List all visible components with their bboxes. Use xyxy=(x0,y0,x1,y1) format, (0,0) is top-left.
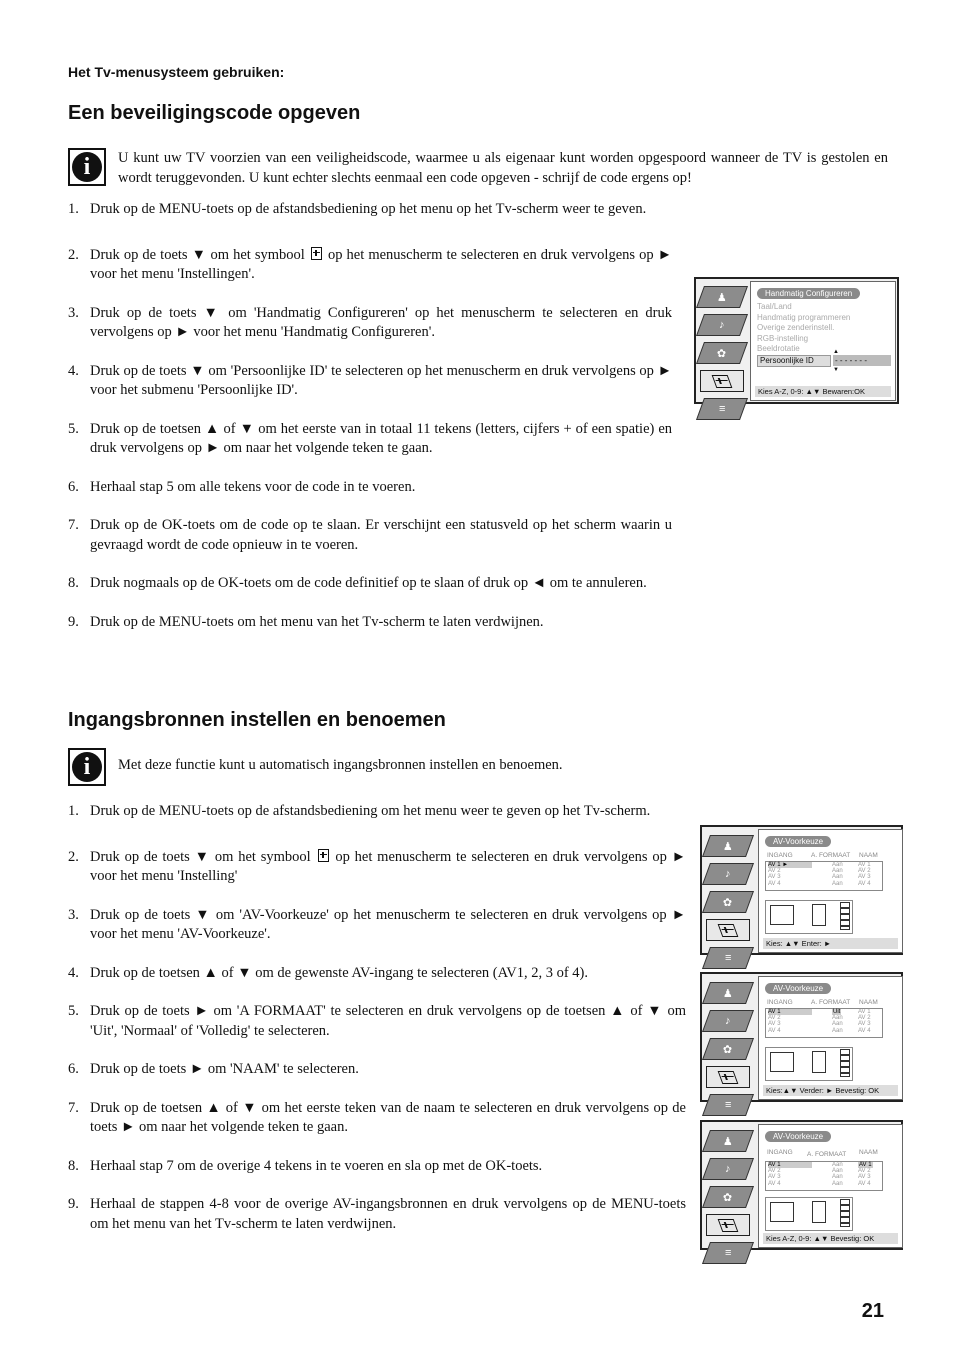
menu-header: AV-Voorkeuze xyxy=(765,1131,831,1142)
tab-sound-icon: ♪ xyxy=(702,1010,754,1032)
tab-sound-icon: ♪ xyxy=(702,1158,754,1180)
col-naam: NAAM xyxy=(859,852,878,859)
step-item: 7. Druk op de OK-toets om de code op te slaan. Er verschijnt een statusveld op het scherm waarin u gevraagd wordt de code opnieuw in te voeren. xyxy=(68,517,672,553)
table-row: AV 1 Aan AV 1 xyxy=(768,1162,872,1168)
tv-menu-screen-av-3 xyxy=(700,1120,903,1259)
table-row: AV 4 Aan AV 4 xyxy=(768,1180,871,1187)
arrow-up-icon: ▲ xyxy=(833,348,839,355)
step-item: 8. Druk nogmaals op de OK-toets om de code definitief op te slaan of druk op ◄ om te annuleren. xyxy=(68,575,647,591)
tab-features-icon: ✿ xyxy=(702,891,754,913)
step-item: 8. Herhaal stap 7 om de overige 4 tekens in te voeren en sla op met de OK-toets. xyxy=(68,1157,543,1174)
menu-item: Handmatig programmeren xyxy=(757,312,851,322)
tab-teletext-icon: ≡ xyxy=(702,947,754,969)
step-item: 7. Druk op de toetsen ▲ of ▼ om het eerste teken van de naam te selecteren en druk vervolgens op de toets ► om naar het volgende teken te gaan. xyxy=(68,1099,686,1135)
menu-panel xyxy=(750,281,896,401)
info-icon xyxy=(68,148,106,186)
info-icon-glyph: i xyxy=(72,152,102,182)
menu-header: AV-Voorkeuze xyxy=(765,836,831,847)
step-item: 6. Druk op de toets ► om 'NAAM' te selecteren. xyxy=(68,1061,359,1077)
table-row: AV 3 Aan AV 3 xyxy=(768,1021,871,1028)
col-formaat: A. FORMAAT xyxy=(807,1151,847,1158)
tv-menu-screen-handmatig xyxy=(694,277,899,415)
scart-connector-icon xyxy=(765,1197,853,1231)
arrow-down-icon: ▼ xyxy=(833,366,839,373)
table-row: AV 1 ► Aan AV 1 xyxy=(768,862,871,868)
page-number: 21 xyxy=(861,1300,884,1322)
section-title-security-code: Een beveiligingscode opgeven xyxy=(68,102,361,124)
col-ingang: INGANG xyxy=(767,852,793,859)
col-formaat: A. FORMAAT xyxy=(811,999,851,1006)
col-ingang: INGANG xyxy=(767,1149,793,1156)
step-item: 1. Druk op de MENU-toets op de afstandsbediening om het menu weer te geven op het Tv-scherm. xyxy=(68,803,651,819)
scart-connector-icon xyxy=(765,1047,853,1081)
table-row: AV 2 Aan AV 2 xyxy=(768,868,871,875)
col-formaat: A. FORMAAT xyxy=(811,852,851,859)
table-row: AV 2 Aan AV 2 xyxy=(768,1015,871,1022)
table-row: AV 1 Uit AV 1 xyxy=(768,1009,871,1015)
menu-panel xyxy=(758,976,903,1100)
tv-menu-screen-av-2 xyxy=(700,972,903,1111)
tab-teletext-icon: ≡ xyxy=(702,1242,754,1264)
menu-panel xyxy=(758,829,903,953)
menu-footer: Kies A-Z, 0-9: ▲▼ Bevestig: OK xyxy=(763,1233,898,1244)
code-entry-field: - - - - - - - xyxy=(833,355,891,366)
table-row: AV 4 Aan AV 4 xyxy=(768,880,871,887)
step-item: 9. Druk op de MENU-toets om het menu van het Tv-scherm te laten verdwijnen. xyxy=(68,613,544,630)
av-table xyxy=(765,1008,883,1038)
page-kicker: Het Tv-menusysteem gebruiken: xyxy=(68,64,285,80)
menu-footer: Kies:▲▼ Verder: ► Bevestig: OK xyxy=(763,1085,898,1096)
tab-features-icon: ✿ xyxy=(702,1038,754,1060)
tab-settings-icon xyxy=(706,1214,750,1236)
step-item: 9. Herhaal de stappen 4-8 voor de overige AV-ingangsbronnen en druk vervolgens op de MENU-toets om het menu van het Tv-scherm te laten verdwijnen. xyxy=(68,1196,686,1232)
section-title-input-sources: Ingangsbronnen instellen en benoemen xyxy=(68,709,446,731)
info-icon-glyph: i xyxy=(72,752,102,782)
table-row: AV 3 Aan AV 3 xyxy=(768,874,871,881)
table-row: AV 2 Aan AV 2 xyxy=(768,1168,871,1175)
table-row: AV 3 Aan AV 3 xyxy=(768,1174,871,1181)
menu-item-selected: Persoonlijke ID xyxy=(757,355,831,368)
tab-picture-icon: ♟ xyxy=(702,835,754,857)
menu-item: RGB-instelling xyxy=(757,333,809,343)
step-item: 2. Druk op de toets ▼ om het symbool op het menuscherm te selecteren en druk vervolgens op ► voor het menu 'Instelling' xyxy=(68,848,687,884)
step-item: 5. Druk op de toetsen ▲ of ▼ om het eerste van in totaal 11 tekens (letters, cijfers + of een spatie) en druk vervolgens op ► om naar het volgende teken te gaan. xyxy=(68,420,672,456)
tab-picture-icon: ♟ xyxy=(696,286,748,308)
scart-connector-icon xyxy=(765,900,853,934)
menu-tabs xyxy=(700,286,744,426)
menu-header: AV-Voorkeuze xyxy=(765,983,831,994)
tab-settings-icon xyxy=(700,370,744,392)
step-item: 4. Druk op de toetsen ▲ of ▼ om de gewenste AV-ingang te selecteren (AV1, 2, 3 of 4). xyxy=(68,964,588,981)
tab-teletext-icon: ≡ xyxy=(702,1094,754,1116)
step-item: 6. Herhaal stap 5 om alle tekens voor de code in te voeren. xyxy=(68,478,416,495)
tab-settings-icon xyxy=(706,1066,750,1088)
tv-menu-screen-av-1 xyxy=(700,825,903,964)
settings-symbol-icon xyxy=(311,247,322,260)
menu-item: Overige zenderinstell. xyxy=(757,323,835,332)
col-naam: NAAM xyxy=(859,1149,878,1156)
tab-settings-icon xyxy=(706,919,750,941)
tab-sound-icon: ♪ xyxy=(696,314,748,336)
menu-header: Handmatig Configureren xyxy=(757,288,860,299)
av-table xyxy=(765,1161,883,1191)
tab-picture-icon: ♟ xyxy=(702,982,754,1004)
av-table xyxy=(765,861,883,891)
step-item: 4. Druk op de toets ▼ om 'Persoonlijke ID' te selecteren op het menuscherm en druk vervolgens op ► voor het submenu 'Persoonlijke ID'. xyxy=(68,362,672,398)
info-note: Met deze functie kunt u automatisch ingangsbronnen instellen en benoemen. xyxy=(118,757,563,773)
steps-list-security xyxy=(68,200,672,632)
menu-item: Taal/Land xyxy=(757,302,792,311)
info-icon xyxy=(68,748,106,786)
table-row: AV 4 Aan AV 4 xyxy=(768,1027,871,1034)
info-note: U kunt uw TV voorzien van een veiligheidscode, waarmee u als eigenaar kunt worden opgespoord wanneer de TV is gestolen en wordt teruggevonden. U kunt echter slechts eenmaal een code opgeven - schrijf de code ergens op! xyxy=(118,150,888,186)
step-item: 3. Druk op de toets ▼ om 'AV-Voorkeuze' op het menuscherm te selecteren en druk vervolgens op ► voor het menu 'AV-Voorkeuze'. xyxy=(68,906,686,942)
step-item: 3. Druk op de toets ▼ om 'Handmatig Configureren' op het menuscherm te selecteren en druk vervolgens op ► voor het menu 'Handmatig Configureren'. xyxy=(68,304,672,340)
tab-features-icon: ✿ xyxy=(702,1186,754,1208)
step-item: 5. Druk op de toets ► om 'A FORMAAT' te selecteren en druk vervolgens op de toetsen ▲ of ▼ om 'Uit', 'Normaal' of 'Volledig' te selecteren. xyxy=(68,1003,686,1039)
col-naam: NAAM xyxy=(859,999,878,1006)
step-item: 2. Druk op de toets ▼ om het symbool op het menuscherm te selecteren en druk vervolgens op ► voor het menu 'Instellingen'. xyxy=(68,246,673,282)
menu-panel xyxy=(758,1124,903,1248)
tab-teletext-icon: ≡ xyxy=(696,398,748,420)
settings-symbol-icon xyxy=(318,849,329,862)
tab-sound-icon: ♪ xyxy=(702,863,754,885)
menu-footer: Kies A-Z, 0-9: ▲▼ Bewaren:OK xyxy=(755,386,891,397)
menu-item: Beeldrotatie xyxy=(757,344,800,353)
menu-footer: Kies: ▲▼ Enter: ► xyxy=(763,938,898,949)
col-ingang: INGANG xyxy=(767,999,793,1006)
tab-picture-icon: ♟ xyxy=(702,1130,754,1152)
step-item: 1. Druk op de MENU-toets op de afstandsbediening op het menu op het Tv-scherm weer te geven. xyxy=(68,201,647,217)
tab-features-icon: ✿ xyxy=(696,342,748,364)
steps-list-input xyxy=(68,802,686,1234)
